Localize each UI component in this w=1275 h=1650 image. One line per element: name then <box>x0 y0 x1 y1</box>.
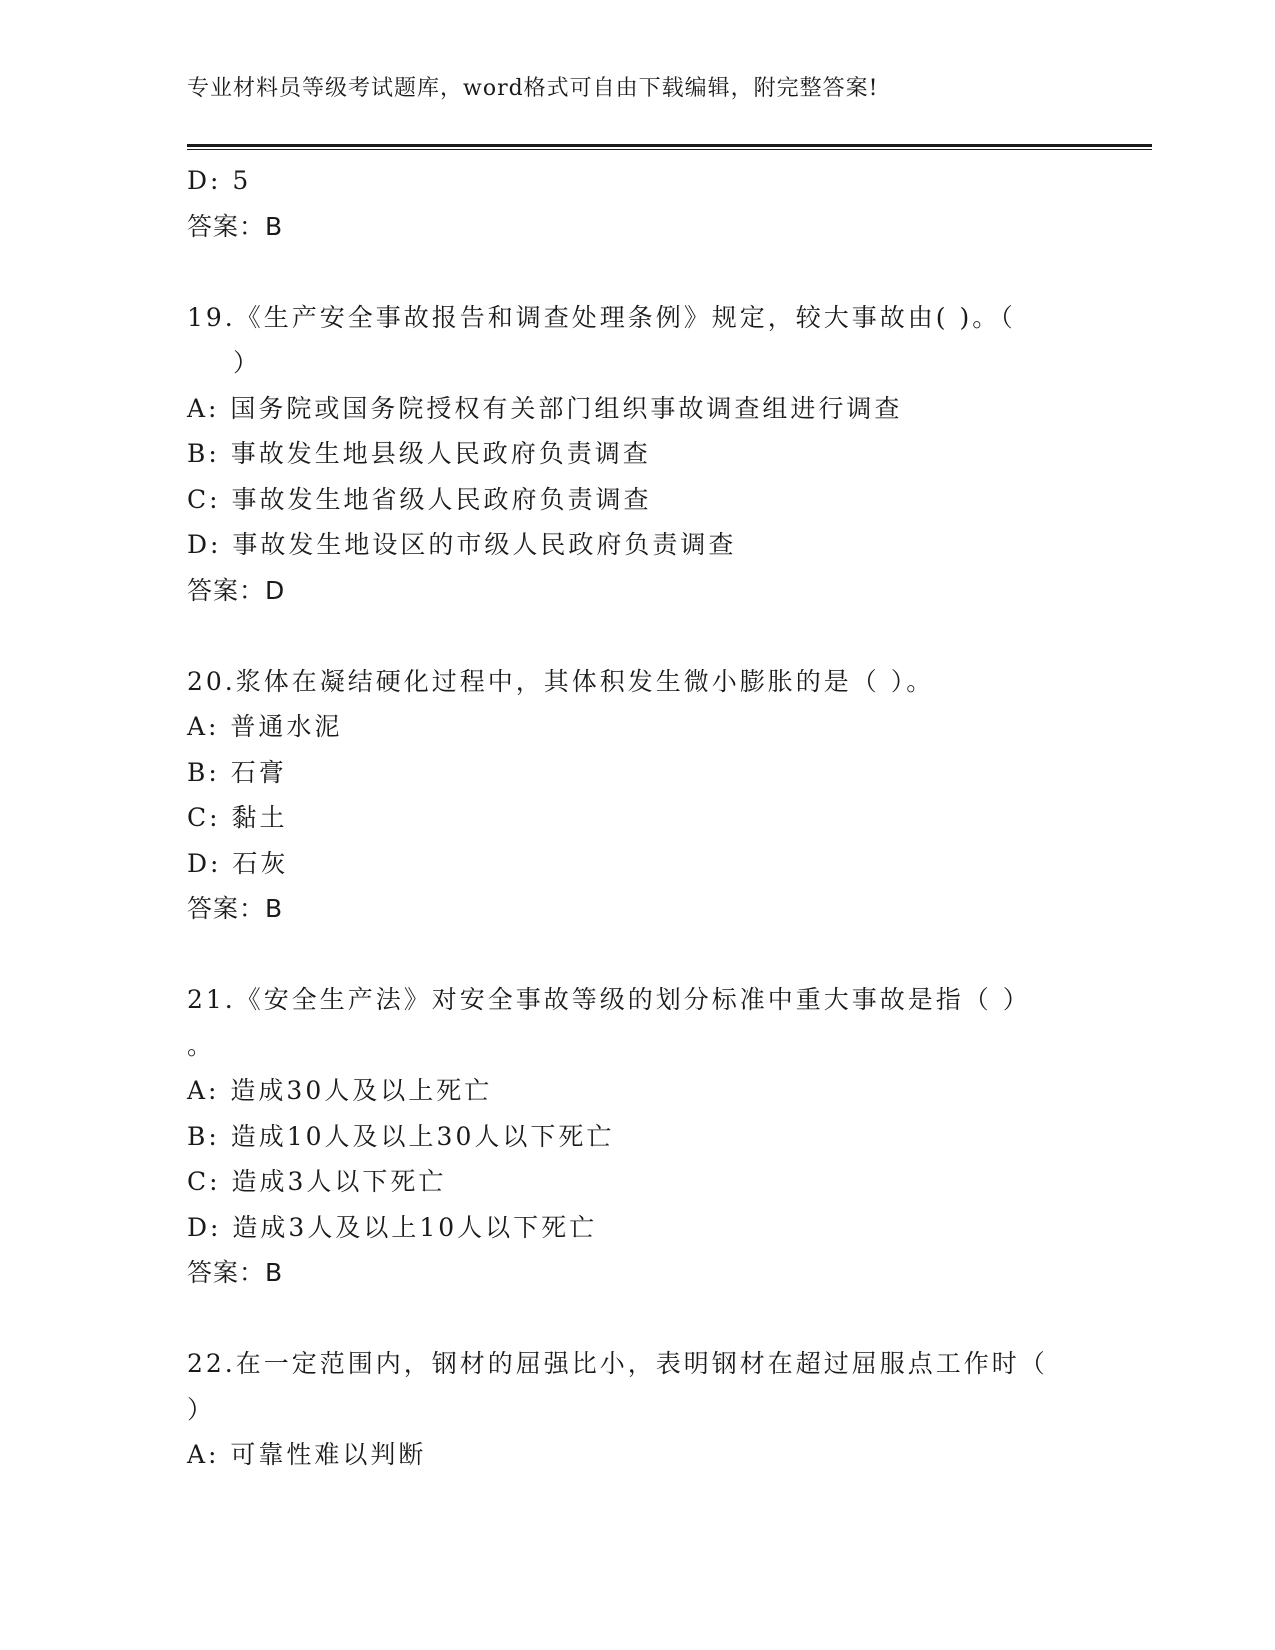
page-header: 专业材料员等级考试题库，word格式可自由下载编辑，附完整答案! <box>187 76 879 101</box>
spacer <box>187 932 1087 978</box>
q19-option-a: A: 国务院或国务院授权有关部门组织事故调查组进行调查 <box>187 393 903 423</box>
q22-option-a: A: 可靠性难以判断 <box>187 1440 427 1469</box>
q21-option-a: A: 造成30人及以上死亡 <box>187 1076 493 1105</box>
spacer <box>187 613 1087 659</box>
q19-option-d: D: 事故发生地设区的市级人民政府负责调查 <box>187 530 737 559</box>
q21-answer: 答案：B <box>187 1258 284 1287</box>
q21-option-b: B: 造成10人及以上30人以下死亡 <box>187 1121 615 1151</box>
q19-stem-line2: ） <box>233 348 262 377</box>
q21-option-c: C: 造成3人以下死亡 <box>187 1167 447 1196</box>
q19-option-c: C: 事故发生地省级人民政府负责调查 <box>187 484 652 514</box>
q21-option-d: D: 造成3人及以上10人以下死亡 <box>187 1212 598 1242</box>
q20-option-c: C: 黏土 <box>187 803 288 832</box>
header-rule-thin <box>187 149 1152 150</box>
spacer <box>187 1296 1087 1342</box>
q22-stem-line2: ） <box>187 1394 216 1424</box>
q20-option-b: B: 石膏 <box>187 757 287 787</box>
q20-answer: 答案：B <box>187 894 284 923</box>
q21-stem-line1: 21.《安全生产法》对安全事故等级的划分标准中重大事故是指（ ） <box>187 985 1031 1014</box>
prev-answer: 答案：B <box>187 211 284 241</box>
q21-stem-line2: 。 <box>187 1030 216 1060</box>
q20-option-d: D: 石灰 <box>187 848 289 878</box>
q19-answer: 答案：D <box>187 575 286 605</box>
q20-stem-line1: 20.浆体在凝结硬化过程中，其体积发生微小膨胀的是（ ）。 <box>187 666 935 696</box>
header-rule-thick <box>187 144 1152 147</box>
q22-stem-line1: 22.在一定范围内，钢材的屈强比小，表明钢材在超过屈服点工作时（ <box>187 1349 1048 1378</box>
q20-option-a: A: 普通水泥 <box>187 712 343 741</box>
question-list <box>187 158 1087 1478</box>
prev-option-d: D: 5 <box>187 166 252 195</box>
q19-stem-line1: 19.《生产安全事故报告和调查处理条例》规定，较大事故由( )。（ <box>187 302 1016 332</box>
q19-option-b: B: 事故发生地县级人民政府负责调查 <box>187 439 651 468</box>
spacer <box>187 249 1087 295</box>
